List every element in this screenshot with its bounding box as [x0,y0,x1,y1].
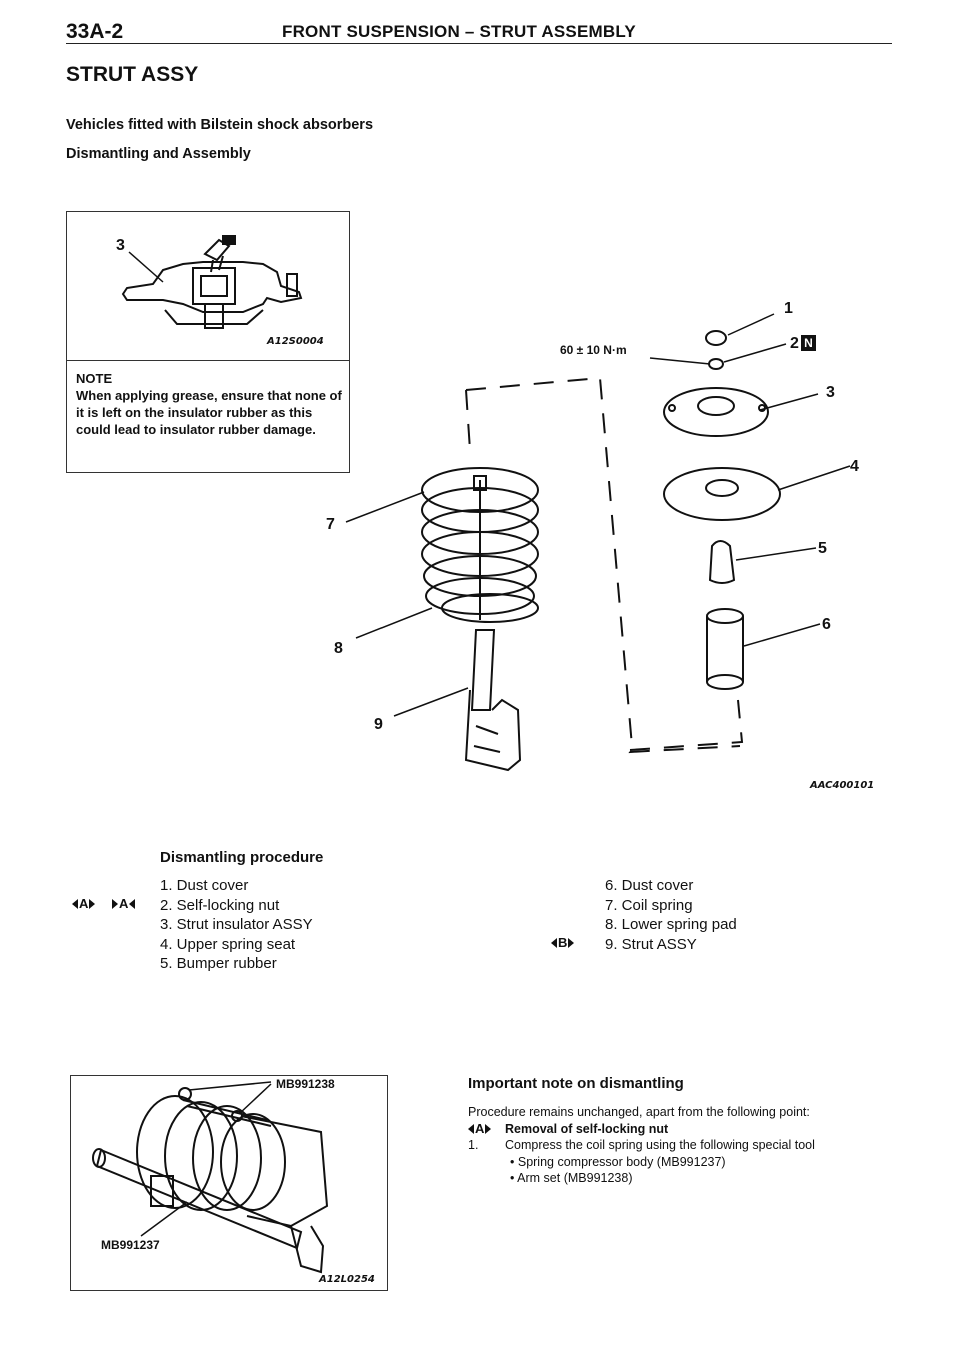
new-part-badge: N [801,335,816,351]
marker-letter: A [475,1120,485,1136]
note-body: When applying grease, ensure that none of it is left on the insulator rubber as this could lead to insulator rubber damage. [76,388,342,437]
triangle-left-icon [72,899,78,909]
list-item: 9. Strut ASSY [605,935,697,953]
triangle-left-icon [551,938,557,948]
bullet-text: Arm set (MB991238) [517,1171,633,1185]
procedure-list-right [605,876,737,954]
triangle-right-icon [485,1124,491,1134]
page-number: 33A-2 [66,20,124,43]
torque-spec: 60 ± 10 N·m [560,343,627,357]
spring-compressor-illustration [71,1076,387,1290]
spring-compressor-figure [70,1075,388,1291]
section-subtitle-dismantling: Dismantling and Assembly [66,146,251,162]
callout-5: 5 [818,540,827,557]
strut-exploded-diagram [320,290,900,800]
tool-label-arm-set: MB991238 [276,1077,335,1091]
important-intro: Procedure remains unchanged, apart from the following point: [468,1105,810,1119]
header-rule [66,43,892,44]
triangle-left-icon [129,899,135,909]
section-title: STRUT ASSY [66,63,199,86]
callout-8: 8 [334,640,343,657]
callout-4: 4 [850,458,859,475]
important-note-body [468,1104,888,1187]
list-item: 1. Dust cover [160,877,249,894]
tool-figure-code: A12L0254 [319,1274,375,1285]
tool-label-compressor-body: MB991237 [101,1238,160,1252]
list-item: 7. Coil spring [605,896,693,914]
step-row [468,1137,888,1154]
list-item: 2. Self-locking nut [160,896,280,914]
bullet-item: • Arm set (MB991238) [510,1171,633,1185]
step-number: 1. [468,1138,479,1152]
inset-figure-code: A12S0004 [267,336,324,347]
insulator-note-box [66,211,350,473]
marker-a-step [468,1121,505,1138]
list-item: 6. Dust cover [605,877,694,894]
callout-6: 6 [822,616,831,633]
marker-letter: A [79,896,89,911]
marker-a-dismantle [72,896,95,911]
step-heading [468,1121,888,1138]
triangle-right-icon [112,899,118,909]
callout-7: 7 [326,516,335,533]
list-item: 3. Strut insulator ASSY [160,916,313,933]
triangle-right-icon [568,938,574,948]
marker-letter: A [119,896,129,911]
procedure-title: Dismantling procedure [160,849,324,866]
inset-callout-3: 3 [116,237,125,254]
callout-1: 1 [784,300,793,317]
marker-b-dismantle [551,935,574,950]
page-header-title: FRONT SUSPENSION – STRUT ASSEMBLY [282,22,636,41]
note-divider [67,360,349,361]
list-item: 8. Lower spring pad [605,916,737,933]
marker-letter: B [558,935,568,950]
step-title: Removal of self-locking nut [505,1121,669,1136]
section-subtitle-vehicles: Vehicles fitted with Bilstein shock absorbers [66,117,374,133]
list-item: 4. Upper spring seat [160,935,296,953]
bullet-text: Spring compressor body (MB991237) [517,1154,726,1169]
important-note-title: Important note on dismantling [468,1075,684,1092]
note-text [76,370,342,438]
triangle-right-icon [89,899,95,909]
callout-2: 2 [790,335,799,352]
bullet-item: • Spring compressor body (MB991237) [510,1154,726,1169]
procedure-list-left [160,876,313,974]
main-figure-code: AAC400101 [810,780,875,791]
triangle-left-icon [468,1124,474,1134]
note-heading: NOTE [76,371,113,386]
list-item: 5. Bumper rubber [160,955,277,972]
step-text: Compress the coil spring using the following special tool [505,1138,815,1152]
callout-9: 9 [374,716,383,733]
marker-a-assemble [112,896,135,911]
callout-3: 3 [826,384,835,401]
